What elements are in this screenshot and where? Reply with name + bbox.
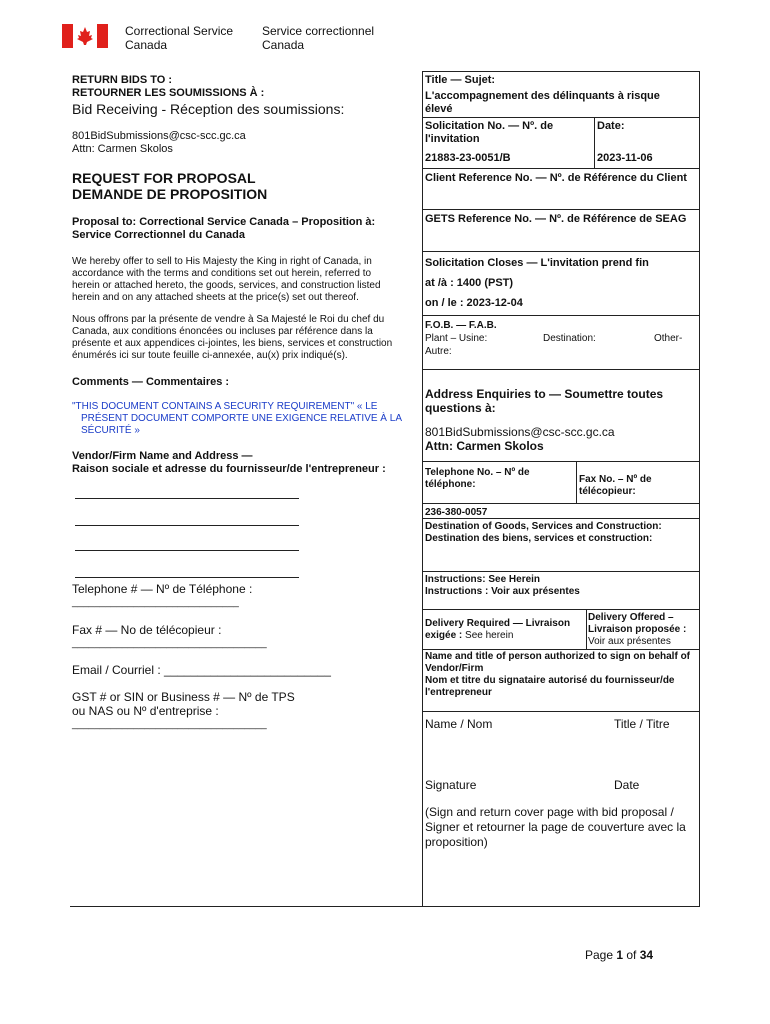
- page-of: of: [623, 948, 640, 962]
- vendor-line2: Raison sociale et adresse du fournisseur/de l'entrepreneur :: [72, 463, 386, 475]
- dept-name-fr: [262, 24, 374, 52]
- tel-label-line2: téléphone:: [425, 479, 476, 490]
- security-line2: PRÉSENT DOCUMENT COMPORTE UNE EXIGENCE RELATIVE À LA: [81, 413, 402, 424]
- divider: [422, 251, 700, 252]
- return-bids-fr: RETOURNER LES SOUMISSIONS À :: [72, 87, 265, 99]
- proposal-to-line1: Proposal to: Correctional Service Canada – Proposition à:: [72, 216, 376, 228]
- vendor-line1: Vendor/Firm Name and Address —: [72, 450, 253, 462]
- offer-en-line3: herein or attached hereto, the goods, services, and construction listed: [72, 280, 381, 291]
- left-bottom-rule: [70, 906, 423, 907]
- authorized-line1: Name and title of person authorized to sign on behalf of: [425, 651, 691, 662]
- canada-flag-logo: [62, 24, 108, 48]
- date-label: Date:: [597, 120, 625, 132]
- instructions-label: [425, 574, 580, 598]
- plant-label: Plant – Usine:: [425, 333, 488, 344]
- divider: [422, 315, 700, 316]
- delivery-off-line1: Delivery Offered –: [588, 612, 674, 623]
- fax-label: Fax # — No de télécopieur :: [72, 623, 222, 637]
- dest-goods-line1: Destination of Goods, Services and Construction:: [425, 521, 662, 532]
- instructions-line2: Instructions : Voir aux présentes: [425, 586, 580, 597]
- telephone-field[interactable]: ______________________________: [72, 597, 239, 608]
- fax-field[interactable]: ___________________________________: [72, 638, 267, 649]
- dept-fr-line2: Canada: [262, 38, 305, 52]
- divider: [422, 649, 700, 650]
- title-label: Title — Sujet:: [425, 74, 496, 86]
- divider: [422, 711, 700, 712]
- divider: [422, 117, 700, 118]
- gst-field[interactable]: ___________________________________: [72, 719, 267, 730]
- rfp-title: [72, 170, 267, 202]
- divider: [576, 461, 577, 503]
- gst-line1: GST # or SIN or Business # — Nº de TPS: [72, 690, 295, 704]
- sign-return-line1: (Sign and return cover page with bid proposal /: [425, 805, 674, 819]
- enquiries-heading: [425, 387, 663, 415]
- delivery-off-line2: Livraison proposée :: [588, 624, 687, 635]
- telephone-number: 236-380-0057: [425, 507, 488, 518]
- solicitation-label: [425, 120, 553, 146]
- fax-no-label: [579, 474, 652, 498]
- authorized-line2: Vendor/Firm: [425, 663, 484, 674]
- delivery-offered: [588, 612, 686, 648]
- offer-fr-line3: présente et aux appendices ci-jointes, les biens, services et construction: [72, 338, 393, 349]
- delivery-req-value: See herein: [462, 630, 514, 641]
- client-reference-label: Client Reference No. — Nº. de Référence du Client: [425, 172, 687, 184]
- solicitation-label-line2: l'invitation: [425, 133, 480, 145]
- proposal-to: [72, 216, 375, 242]
- security-line1: "THIS DOCUMENT CONTAINS A SECURITY REQUIREMENT" « LE: [72, 401, 378, 412]
- dept-en-line1: Correctional Service: [125, 24, 234, 38]
- enquiries-attention: Attn: Carmen Skolos: [425, 439, 544, 453]
- destination-label: Destination:: [543, 333, 596, 344]
- tel-label-line1: Telephone No. – Nº de: [425, 467, 530, 478]
- offer-en-line1: We hereby offer to sell to His Majesty the King in right of Canada, in: [72, 256, 372, 267]
- title-line2: élevé: [425, 103, 453, 115]
- offer-text-en: [72, 256, 381, 304]
- right-box-left-border: [422, 71, 423, 907]
- delivery-req-line2: [425, 630, 570, 642]
- date-field-label[interactable]: Date: [614, 778, 640, 792]
- vendor-address-field-3[interactable]: [75, 577, 299, 578]
- solicitation-label-line1: Solicitation No. — Nº. de: [425, 120, 554, 132]
- name-field-label[interactable]: Name / Nom: [425, 717, 493, 731]
- telephone-no-label: [425, 467, 530, 491]
- divider: [422, 209, 700, 210]
- title-field-label[interactable]: Title / Titre: [614, 717, 670, 731]
- authorized-line4: l'entrepreneur: [425, 687, 492, 698]
- fax-label-line2: télécopieur:: [579, 486, 636, 497]
- bid-receiving: Bid Receiving - Réception des soumissions:: [72, 101, 345, 117]
- comments-label: Comments — Commentaires :: [72, 376, 230, 388]
- offer-fr-line2: Canada, aux conditions énoncées ou incluses par référence dans la: [72, 326, 373, 337]
- divider: [422, 503, 700, 504]
- divider: [422, 609, 700, 610]
- solicitation-date: 2023-11-06: [597, 152, 653, 164]
- security-line3: SÉCURITÉ »: [81, 425, 140, 436]
- page-number: [585, 948, 653, 962]
- offer-en-line2: accordance with the terms and conditions set out herein, referred to: [72, 268, 372, 279]
- vendor-name-field[interactable]: [75, 498, 299, 499]
- attention-line: Attn: Carmen Skolos: [72, 143, 173, 155]
- vendor-address-field-2[interactable]: [75, 550, 299, 551]
- closes-time: at /à : 1400 (PST): [425, 277, 514, 289]
- gst-label: [72, 690, 295, 718]
- delivery-req-line1: Delivery Required — Livraison: [425, 618, 571, 629]
- return-bids-en: RETURN BIDS TO :: [72, 74, 173, 86]
- dept-fr-line1: Service correctionnel: [262, 24, 375, 38]
- submission-email: 801BidSubmissions@csc-scc.gc.ca: [72, 130, 246, 142]
- proposal-to-line2: Service Correctionnel du Canada: [72, 229, 245, 241]
- rfp-en: REQUEST FOR PROPOSAL: [72, 170, 256, 186]
- closes-date: on / le : 2023-12-04: [425, 297, 523, 309]
- divider: [594, 117, 595, 169]
- page-current: 1: [616, 948, 624, 962]
- return-bids-heading: [72, 74, 264, 100]
- offer-fr-line1: Nous offrons par la présente de vendre à Sa Majesté le Roi du chef du: [72, 314, 385, 325]
- vendor-heading: [72, 450, 386, 476]
- gets-reference-label: GETS Reference No. — Nº. de Référence de SEAG: [425, 213, 687, 225]
- enquiries-email: 801BidSubmissions@csc-scc.gc.ca: [425, 425, 615, 439]
- enquiries-line2: questions à:: [425, 401, 496, 415]
- gst-line2: ou NAS ou Nº d'entreprise :: [72, 704, 219, 718]
- autre-label: Autre:: [425, 346, 452, 357]
- solicitation-number: 21883-23-0051/B: [425, 152, 511, 164]
- delivery-off-line3: Voir aux présentes: [588, 636, 671, 647]
- fob-label: F.O.B. — F.A.B.: [425, 320, 497, 331]
- vendor-address-field-1[interactable]: [75, 525, 299, 526]
- dept-en-line2: Canada: [125, 38, 168, 52]
- fax-label-line1: Fax No. – Nº de: [579, 474, 652, 485]
- title-line1: L'accompagnement des délinquants à risque: [425, 90, 660, 102]
- instructions-line1: Instructions: See Herein: [425, 574, 541, 585]
- dept-name-en: [125, 24, 233, 52]
- sign-return-line3: proposition): [425, 835, 488, 849]
- right-box-top-border: [422, 71, 700, 72]
- offer-text-fr: [72, 314, 392, 362]
- divider: [422, 518, 700, 519]
- sign-return-note: [425, 805, 686, 850]
- rfp-fr: DEMANDE DE PROPOSITION: [72, 186, 268, 202]
- closes-label: Solicitation Closes — L'invitation prend fin: [425, 257, 649, 269]
- security-requirement-note: [72, 401, 402, 437]
- telephone-label: Telephone # — Nº de Téléphone :: [72, 582, 253, 596]
- page-prefix: Page: [585, 948, 617, 962]
- other-label: Other-: [654, 333, 683, 344]
- title-value: [425, 90, 660, 116]
- divider: [422, 571, 700, 572]
- delivery-required: [425, 618, 570, 642]
- authorized-signatory-label: [425, 651, 690, 699]
- delivery-req-exigee: exigée :: [425, 630, 463, 641]
- sign-return-line2: Signer et retourner la page de couverture avec la: [425, 820, 686, 834]
- dest-goods-line2: Destination des biens, services et construction:: [425, 533, 653, 544]
- offer-en-line4: herein and on any attached sheets at the price(s) set out thereof.: [72, 292, 359, 303]
- enquiries-line1: Address Enquiries to — Soumettre toutes: [425, 387, 664, 401]
- right-box-bottom-border: [422, 906, 700, 907]
- divider: [422, 461, 700, 462]
- divider: [422, 168, 700, 169]
- divider: [422, 369, 700, 370]
- destination-goods-label: [425, 521, 662, 545]
- email-field[interactable]: Email / Courriel : _________________________: [72, 663, 331, 677]
- signature-field-label[interactable]: Signature: [425, 778, 477, 792]
- divider: [586, 609, 587, 649]
- offer-fr-line4: énumérés ici sur toute feuille ci-annexée, au(x) prix indiqué(s).: [72, 350, 348, 361]
- page-total: 34: [639, 948, 654, 962]
- authorized-line3: Nom et titre du signataire autorisé du fournisseur/de: [425, 675, 675, 686]
- right-box-right-border: [699, 71, 700, 907]
